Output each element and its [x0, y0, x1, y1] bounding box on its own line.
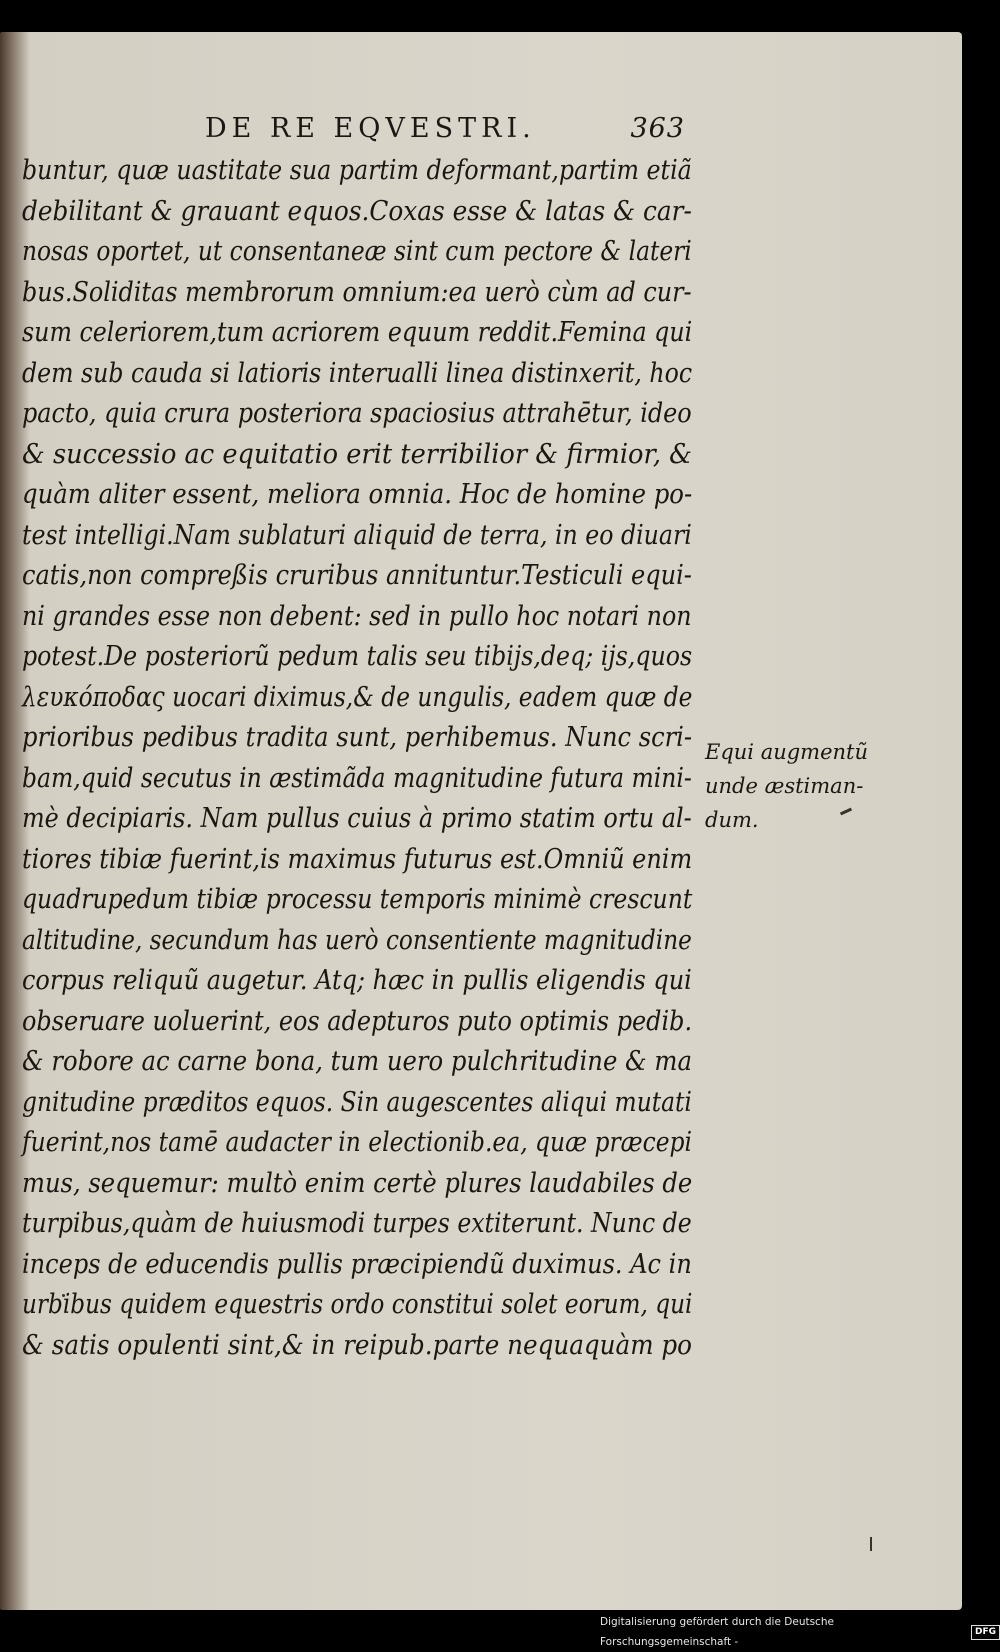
text-line: urbibus quidem equestris ordo constitui solet eorum, qui	[22, 1288, 693, 1320]
marginal-note	[705, 735, 875, 837]
text-line: debilitant & grauant equos.Coxas esse & latas & car-	[22, 194, 692, 227]
text-line: & robore ac carne bona, tum uero pulchritudine & ma	[22, 1045, 692, 1077]
text-line: sum celeriorem,tum acriorem equum reddit.Femina qui	[22, 316, 693, 348]
text-line: turpibus,quàm de huiusmodi turpes extiterunt. Nunc de	[22, 1207, 692, 1239]
text-line: prioribus pedibus tradita sunt, perhibemus. Nunc scri-	[22, 721, 693, 753]
text-line: mè decipiaris. Nam pullus cuius à primo statim ortu al-	[22, 802, 692, 834]
text-line: dem sub cauda si latioris interualli linea distinxerit, hoc	[22, 356, 693, 389]
text-line: catis,non compreßis cruribus annituntur.Testiculi equi-	[22, 559, 692, 591]
margin-note-line: unde æstiman-	[705, 774, 864, 798]
text-line: ni grandes esse non debent: sed in pullo hoc notari non	[22, 599, 692, 632]
footer-text: Digitalisierung gefördert durch die Deutsche Forschungsgemeinschaft -	[600, 1616, 834, 1648]
text-line: pacto, quia crura posteriora spaciosius attrahētur, ideo	[22, 397, 692, 429]
text-line: nosas oportet, ut consentaneæ sint cum pectore & lateri	[22, 235, 692, 267]
text-line: bus.Soliditas membrorum omnium:ea uerò cùm ad cur-	[22, 275, 692, 308]
main-text-block	[22, 150, 702, 1365]
dfg-logo: DFG	[971, 1625, 1000, 1640]
text-line: quadrupedum tibiæ processu temporis minimè crescunt	[22, 883, 693, 915]
margin-note-line: Equi augmentũ	[705, 740, 869, 764]
text-line: tiores tibiæ fuerint,is maximus futurus est.Omniũ enim	[22, 842, 693, 875]
text-line: & satis opulenti sint,& in reipub.parte nequaquàm po	[22, 1328, 693, 1361]
text-line: obseruare uoluerint, eos adepturos puto optimis pedib.	[22, 1004, 693, 1037]
text-line: potest.De posteriorũ pedum talis seu tibijs,deq; ijs,quos	[22, 640, 693, 672]
text-line: gnitudine præditos equos. Sin augescentes aliqui mutati	[22, 1085, 692, 1118]
text-line: quàm aliter essent, meliora omnia. Hoc de homine po-	[22, 478, 693, 510]
text-line: inceps de educendis pullis præcipiendũ duximus. Ac in	[22, 1247, 692, 1280]
text-line: buntur, quæ uastitate sua partim deformant,partim etiã	[22, 154, 692, 186]
margin-note-line: dum.	[705, 808, 759, 832]
text-line: & successio ac equitatio erit terribilior & firmior, &	[22, 437, 692, 470]
text-line: fuerint,nos tamē audacter in electionib.ea, quæ præcepi	[22, 1126, 693, 1158]
text-line: bam,quid secutus in æstimãda magnitudine futura mini-	[22, 761, 692, 794]
ink-mark	[870, 1537, 872, 1551]
digitization-footer	[600, 1616, 1000, 1648]
running-title: DE RE EQVESTRI.	[205, 113, 536, 144]
page-number: 363	[630, 113, 685, 144]
text-line: altitudine, secundum has uerò consentiente magnitudine	[22, 923, 692, 956]
text-line: λευκόποδας uocari diximus,& de ungulis, eadem quæ de	[22, 680, 693, 713]
text-line: corpus reliquũ augetur. Atq; hæc in pullis eligendis qui	[22, 964, 692, 996]
text-line: test intelligi.Nam sublaturi aliquid de terra, in eo diuari	[22, 518, 692, 551]
running-header	[205, 113, 685, 144]
text-line: mus, sequemur: multò enim certè plures laudabiles de	[22, 1166, 693, 1199]
